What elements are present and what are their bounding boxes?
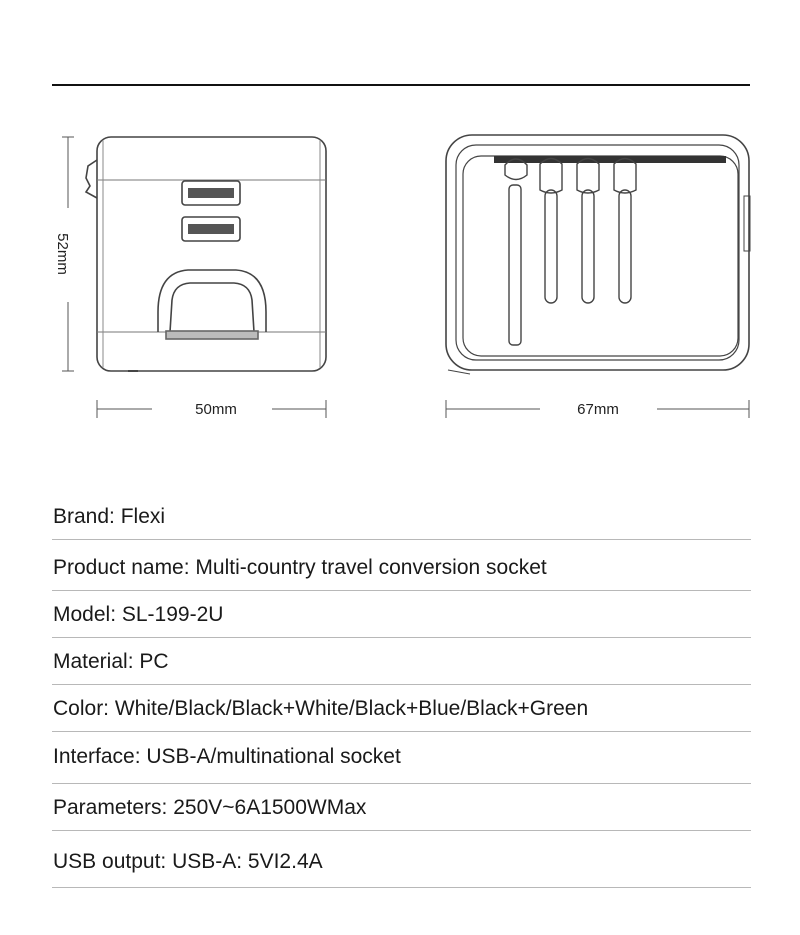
height-dimension-label: 52mm: [54, 233, 71, 275]
width-right-label: 67mm: [577, 401, 619, 418]
width-left-label: 50mm: [195, 401, 237, 418]
spec-usb-output: USB output: USB-A: 5VI2.4A: [52, 831, 751, 888]
dimension-drawing: [0, 0, 800, 460]
spec-color: Color: White/Black/Black+White/Black+Blue/Black+Green: [52, 685, 751, 732]
spec-list: [52, 488, 751, 888]
adapter-front-view-icon: [62, 137, 326, 371]
spec-interface: Interface: USB-A/multinational socket: [52, 732, 751, 784]
spec-brand: Brand: Flexi: [52, 488, 751, 540]
adapter-side-view-icon: [446, 135, 750, 374]
spec-model: Model: SL-199-2U: [52, 591, 751, 638]
spec-product-name: Product name: Multi-country travel conversion socket: [52, 540, 751, 591]
spec-material: Material: PC: [52, 638, 751, 685]
spec-parameters: Parameters: 250V~6A1500WMax: [52, 784, 751, 831]
